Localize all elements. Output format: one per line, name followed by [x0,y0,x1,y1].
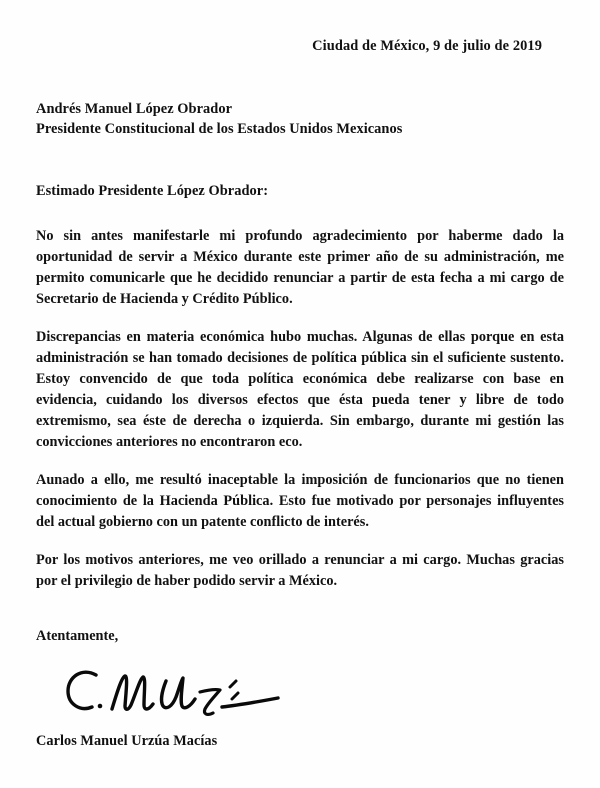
paragraph: Discrepancias en materia económica hubo muchas. Algunas de ellas porque en esta administración se han tomado decisiones de política pública sin el suficiente sustento. Estoy convencido de que toda política económica debe realizarse con base en evidencia, cuidando los diversos efectos que ésta pueda tener y libre de todo extremismo, sea éste de derecha o izquierda. Sin embargo, durante mi gestión las convicciones anteriores no encontraron eco. [36,328,564,451]
closing-line: Atentamente, [36,628,119,645]
addressee-title: Presidente Constitucional de los Estados Unidos Mexicanos [36,121,403,138]
paragraph: No sin antes manifestarle mi profundo agradecimiento por haberme dado la oportunidad de servir a México durante este primer año de su administración, me permito comunicarle que he decidido renunciar a partir de esta fecha a mi cargo de Secretario de Hacienda y Crédito Público. [36,227,564,307]
signature-block [36,659,564,733]
paragraph: Por los motivos anteriores, me veo orillado a renunciar a mi cargo. Muchas gracias por el privilegio de haber podido servir a México. [36,552,564,590]
addressee-block [36,99,564,140]
addressee-name: Andrés Manuel López Obrador [36,101,233,117]
handwritten-signature-icon [62,659,362,733]
salutation: Estimado Presidente López Obrador: [36,182,269,199]
body-text [36,226,564,592]
letter-content [36,0,564,750]
date-line: Ciudad de México, 9 de julio de 2019 [312,38,542,54]
paragraph: Aunado a ello, me resultó inaceptable la imposición de funcionarios que no tienen conocimiento de la Hacienda Pública. Esto fue motivado por personajes influyentes del actual gobierno con un patente conflicto de interés. [36,472,564,531]
signer-name: Carlos Manuel Urzúa Macías [36,733,218,750]
